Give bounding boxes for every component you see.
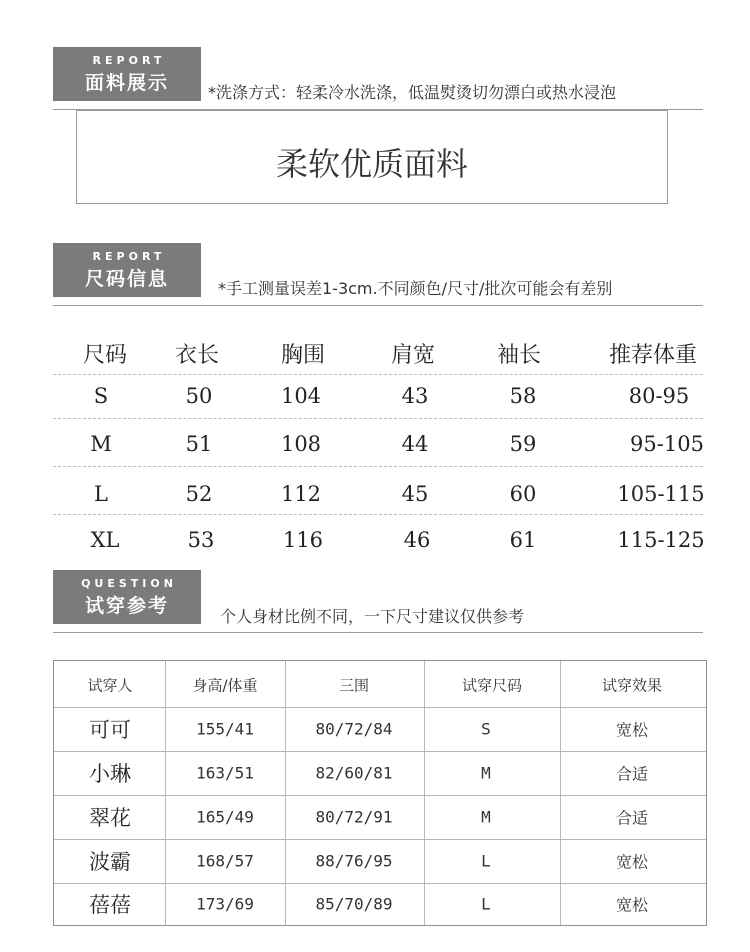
length-value: 51	[185, 432, 213, 456]
trial-person-name: 小琳	[89, 762, 131, 786]
weight-value: 80-95	[628, 384, 690, 408]
sleeve-value: 58	[509, 384, 537, 408]
trial-fit: 宽松	[615, 852, 649, 872]
trial-row-divider	[54, 751, 706, 752]
trial-height-weight: 163/51	[196, 763, 254, 783]
trial-row-divider	[54, 795, 706, 796]
size-row	[53, 384, 703, 432]
size-value: M	[90, 432, 112, 456]
trial-col-header-fit: 试穿效果	[601, 676, 663, 695]
shoulder-value: 46	[403, 528, 431, 552]
size-row-divider	[53, 514, 703, 515]
trial-row-divider	[54, 883, 706, 884]
trial-height-weight: 173/69	[196, 894, 254, 914]
trial-size: S	[481, 719, 491, 739]
size-value: S	[93, 384, 109, 408]
trial-fit: 宽松	[615, 720, 649, 740]
sleeve-value: 60	[509, 482, 537, 506]
trial-note: 个人身材比例不同，一下尺寸建议仅供参考	[220, 607, 525, 626]
trial-badge-title: 试穿参考	[84, 595, 169, 617]
trial-height-weight: 165/49	[196, 807, 254, 827]
chest-col-header: 胸围	[280, 343, 326, 368]
size-divider	[53, 305, 703, 306]
sleeve-col-header: 袖长	[496, 343, 542, 368]
size-value: L	[94, 482, 108, 506]
trial-person-name: 波霸	[89, 850, 131, 874]
weight-value: 105-115	[617, 482, 705, 506]
trial-col-divider	[560, 661, 561, 925]
trial-col-divider	[165, 661, 166, 925]
weight-value: 95-105	[630, 432, 704, 456]
shoulder-value: 45	[401, 482, 429, 506]
trial-height-weight: 168/57	[196, 851, 254, 871]
fabric-badge-en: REPORT	[92, 54, 166, 67]
chest-value: 112	[280, 482, 322, 506]
trial-measurements: 88/76/95	[315, 851, 393, 871]
size-row-divider	[53, 418, 703, 419]
size-value: XL	[90, 528, 120, 552]
trial-divider	[53, 632, 703, 633]
trial-col-header-size: 试穿尺码	[461, 676, 523, 695]
size-row-divider	[53, 466, 703, 467]
sleeve-value: 59	[509, 432, 537, 456]
weight-col-header: 推荐体重	[608, 343, 698, 368]
trial-row-divider	[54, 707, 706, 708]
chest-value: 116	[282, 528, 324, 552]
size-row	[53, 432, 703, 480]
trial-col-divider	[424, 661, 425, 925]
length-value: 52	[185, 482, 213, 506]
weight-value: 115-125	[617, 528, 705, 552]
trial-col-header-measurements: 三围	[338, 676, 370, 695]
trial-height-weight: 155/41	[196, 719, 254, 739]
trial-fit: 宽松	[615, 895, 649, 915]
trial-size: L	[481, 894, 491, 914]
sleeve-value: 61	[509, 528, 537, 552]
trial-person-name: 可可	[89, 718, 131, 742]
shoulder-value: 44	[401, 432, 429, 456]
fabric-badge-title: 面料展示	[84, 72, 169, 94]
size-row-divider	[53, 374, 703, 375]
trial-person-name: 蓓蓓	[89, 893, 131, 917]
size-row	[53, 482, 703, 530]
shoulder-col-header: 肩宽	[390, 343, 436, 368]
trial-person-name: 翠花	[89, 806, 131, 830]
trial-reference-table	[53, 660, 707, 926]
trial-col-header-height-weight: 身高/体重	[192, 676, 258, 695]
trial-row-divider	[54, 839, 706, 840]
trial-col-divider	[285, 661, 286, 925]
trial-section-badge	[53, 570, 201, 624]
trial-measurements: 80/72/91	[315, 807, 393, 827]
trial-measurements: 82/60/81	[315, 763, 393, 783]
trial-size: L	[481, 851, 491, 871]
trial-size: M	[481, 807, 491, 827]
trial-badge-en: QUESTION	[81, 577, 177, 590]
trial-measurements: 80/72/84	[315, 719, 393, 739]
fabric-section-badge	[53, 47, 201, 101]
trial-measurements: 85/70/89	[315, 894, 393, 914]
size-badge-en: REPORT	[92, 250, 166, 263]
fabric-headline: 柔软优质面料	[275, 145, 468, 183]
trial-fit: 合适	[615, 764, 649, 784]
size-col-header: 尺码	[82, 343, 128, 368]
trial-size: M	[481, 763, 491, 783]
chest-value: 104	[280, 384, 322, 408]
chest-value: 108	[280, 432, 322, 456]
size-chart-header	[53, 338, 703, 386]
measurement-note: *手工测量误差1-3cm.不同颜色/尺寸/批次可能会有差别	[218, 279, 613, 298]
length-value: 50	[185, 384, 213, 408]
trial-col-header-person: 试穿人	[87, 676, 133, 695]
trial-fit: 合适	[615, 808, 649, 828]
length-value: 53	[187, 528, 215, 552]
size-badge-title: 尺码信息	[84, 268, 169, 290]
length-col-header: 衣长	[174, 343, 220, 368]
washing-instructions: *洗涤方式：轻柔冷水洗涤，低温熨烫切勿漂白或热水浸泡	[208, 83, 617, 102]
fabric-headline-box	[76, 110, 668, 204]
size-section-badge	[53, 243, 201, 297]
size-row	[53, 528, 703, 576]
shoulder-value: 43	[401, 384, 429, 408]
